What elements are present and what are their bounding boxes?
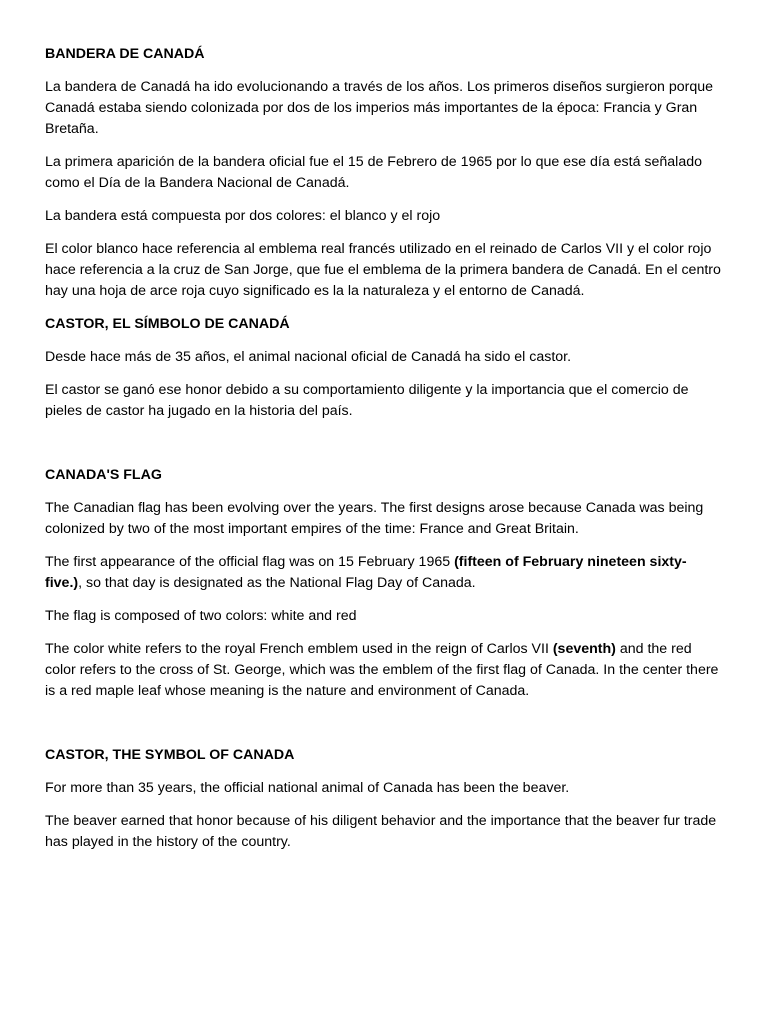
paragraph-beaver-1: For more than 35 years, the official national animal of Canada has been the beaver. bbox=[45, 780, 570, 796]
paragraph-bandera-1: La bandera de Canadá ha ido evolucionando a través de los años. Los primeros diseños surgieron porque Canadá estaba siendo colonizada por dos de los imperios más importantes de la época: Francia y Gran Bretaña. bbox=[45, 79, 714, 137]
flag-2-bold-date: (fifteen of February nineteen sixty-five.) bbox=[45, 554, 687, 591]
paragraph-flag-3: The flag is composed of two colors: white and red bbox=[45, 608, 357, 624]
heading-bandera: BANDERA DE CANADÁ bbox=[45, 46, 205, 62]
flag-4-text-a: The color white refers to the royal French emblem used in the reign of Carlos VII bbox=[45, 641, 553, 657]
flag-2-text-b: , so that day is designated as the National Flag Day of Canada. bbox=[78, 575, 476, 591]
heading-canadas-flag: CANADA'S FLAG bbox=[45, 467, 162, 483]
heading-castor-en: CASTOR, THE SYMBOL OF CANADA bbox=[45, 747, 295, 763]
flag-4-text-b: and the red color refers to the cross of St. George, which was the emblem of the first flag of Canada. In the center there is a red maple leaf whose meaning is the nature and environment of Canada. bbox=[45, 641, 719, 699]
paragraph-bandera-2: La primera aparición de la bandera oficial fue el 15 de Febrero de 1965 por lo que ese día está señalado como el Día de la Bandera Nacional de Canadá. bbox=[45, 154, 703, 191]
paragraph-bandera-4: El color blanco hace referencia al emblema real francés utilizado en el reinado de Carlos VII y el color rojo hace referencia a la cruz de San Jorge, que fue el emblema de la primera bandera de Canadá. En el centro hay una hoja de arce roja cuyo significado es la la naturaleza y el entorno de Canadá. bbox=[45, 241, 721, 299]
flag-2-text-a: The first appearance of the official flag was on 15 February 1965 bbox=[45, 554, 455, 570]
paragraph-castor-es-1: Desde hace más de 35 años, el animal nacional oficial de Canadá ha sido el castor. bbox=[45, 349, 572, 365]
paragraph-beaver-2: The beaver earned that honor because of his diligent behavior and the importance that the beaver fur trade has played in the history of the country. bbox=[45, 813, 717, 850]
flag-4-bold-seventh: (seventh) bbox=[552, 641, 616, 657]
paragraph-bandera-3: La bandera está compuesta por dos colores: el blanco y el rojo bbox=[45, 208, 441, 224]
section-spacer bbox=[45, 434, 723, 465]
paragraph-flag-1: The Canadian flag has been evolving over the years. The first designs arose because Canada was being colonized by two of the most important empires of the time: France and Great Britain. bbox=[45, 500, 704, 537]
paragraph-castor-es-2: El castor se ganó ese honor debido a su comportamiento diligente y la importancia que el comercio de pieles de castor ha jugado en la historia del país. bbox=[45, 382, 689, 419]
section-spacer-2 bbox=[45, 714, 723, 745]
paragraph-flag-4 bbox=[45, 639, 723, 702]
heading-castor-es: CASTOR, EL SÍMBOLO DE CANADÁ bbox=[45, 316, 290, 332]
paragraph-flag-2 bbox=[45, 552, 723, 594]
